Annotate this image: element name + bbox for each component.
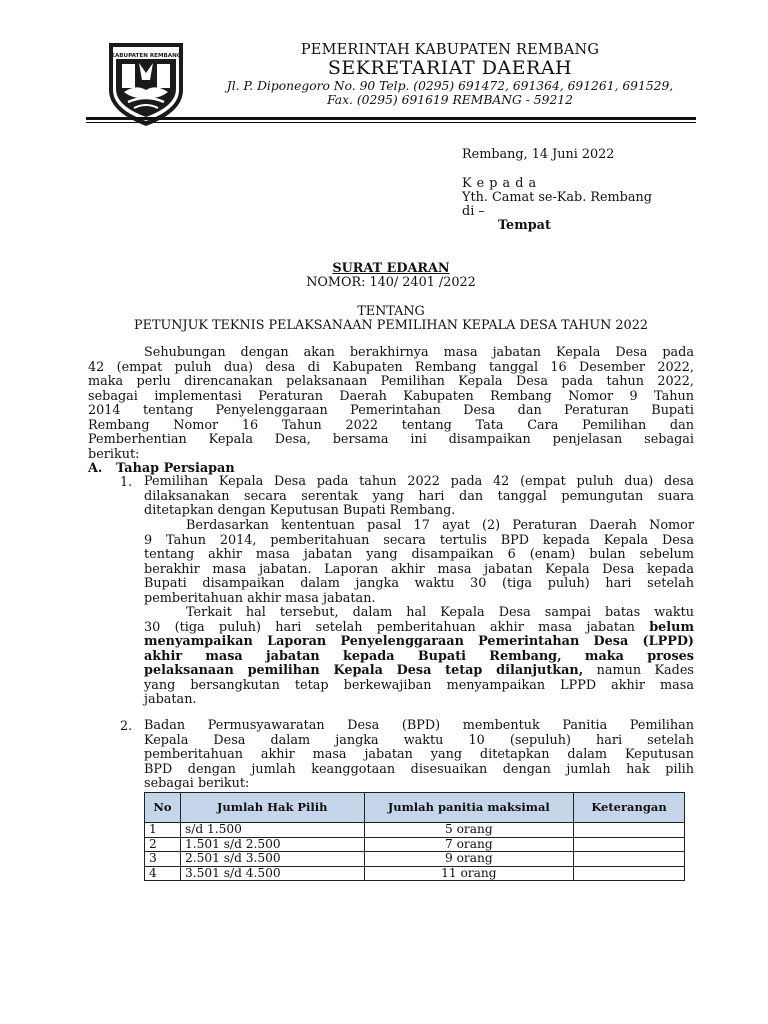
header-government: PEMERINTAH KABUPATEN REMBANG [300, 42, 600, 58]
cell-panitia: 7 orang [364, 837, 574, 852]
item-2-line: BPD dengan jumlah keanggotaan disesuaikan dengan jumlah hak pilih [144, 761, 694, 777]
cell-panitia: 9 orang [364, 852, 574, 867]
tentang-label: TENTANG [357, 304, 425, 319]
cell-no: 3 [145, 852, 181, 867]
intro-line: Sehubungan dengan akan berakhirnya masa jabatan Kepala Desa pada [144, 345, 694, 360]
section-a-label: A. [88, 461, 103, 476]
header-secretariat: SEKRETARIAT DAERAH [327, 57, 573, 79]
table-header-row [145, 793, 685, 823]
section-a-title: Tahap Persiapan [116, 461, 235, 476]
kepada-label: K e p a d a [462, 176, 537, 191]
item-1-line: dilaksanakan secara serentak yang hari dan tanggal pemungutan suara [144, 488, 694, 504]
logo-text: KABUPATEN REMBANG [110, 53, 182, 59]
item-1-line [144, 664, 694, 679]
cell-no: 4 [145, 866, 181, 881]
intro-line: 42 (empat puluh dua) desa di Kabupaten Rembang tanggal 16 Desember 2022, [88, 359, 694, 375]
item-1-number: 1. [120, 475, 133, 490]
cell-hak-pilih: 1.501 s/d 2.500 [180, 837, 364, 852]
cell-hak-pilih: 2.501 s/d 3.500 [180, 852, 364, 867]
item-2-paragraph [144, 719, 694, 792]
item-1-line [144, 621, 694, 636]
header-rule-thick [86, 117, 696, 120]
letter-title: SURAT EDARAN [332, 261, 450, 276]
table-row [145, 852, 685, 867]
table-row [145, 823, 685, 838]
item-1-line: pemberitahuan akhir masa jabatan. [144, 590, 376, 606]
intro-line: maka perlu direncanakan pelaksanaan Pemilihan Kepala Desa pada tahun 2022, [88, 374, 694, 389]
cell-keterangan [574, 866, 685, 881]
intro-line: Pemberhentian Kepala Desa, bersama ini disampaikan penjelasan sebagai [88, 432, 694, 447]
item-1-line: 9 Tahun 2014, pemberitahuan secara tertulis BPD kepada Kepala Desa [144, 532, 694, 548]
header-fax: Fax. (0295) 691619 REMBANG - 59212 [327, 93, 573, 107]
recipient-di: di – [462, 204, 485, 219]
item-1-bold-text: pelaksanaan pemilihan Kepala Desa tetap dilanjutkan, [144, 663, 584, 678]
intro-line: Rembang Nomor 16 Tahun 2022 tentang Tata Cara Pemilihan dan [88, 417, 694, 433]
committee-table [144, 792, 685, 881]
cell-no: 1 [145, 823, 181, 838]
recipient-place: Tempat [498, 218, 551, 233]
item-1-line: Berdasarkan kententuan pasal 17 ayat (2) Peraturan Daerah Nomor [186, 518, 694, 533]
header-panitia: Jumlah panitia maksimal [364, 793, 574, 823]
intro-paragraph [88, 346, 694, 462]
table-row [145, 837, 685, 852]
item-1-paragraph-3 [144, 606, 694, 708]
item-1-bold-line: akhir masa jabatan kepada Bupati Rembang, maka proses [144, 648, 694, 664]
item-2-number: 2. [120, 719, 133, 734]
header-rule-thin [86, 122, 696, 123]
intro-line: sebagai implementasi Peraturan Daerah Kabupaten Rembang Nomor 9 Tahun [88, 388, 694, 404]
cell-panitia: 5 orang [364, 823, 574, 838]
item-1-text: namun Kades [583, 663, 694, 678]
item-2-line: sebagai berikut: [144, 776, 250, 791]
item-1-line: Pemilihan Kepala Desa pada tahun 2022 pada 42 (empat puluh dua) desa [144, 474, 694, 489]
letter-subject: PETUNJUK TEKNIS PELAKSANAAN PEMILIHAN KEPALA DESA TAHUN 2022 [134, 318, 648, 333]
item-1-line: jabatan. [144, 692, 197, 707]
item-2-line: Badan Permusyawaratan Desa (BPD) membentuk Panitia Pemilihan [144, 718, 694, 733]
header-address: Jl. P. Diponegoro No. 90 Telp. (0295) 691472, 691364, 691261, 691529, [226, 79, 674, 93]
item-2-line: pemberitahuan akhir masa jabatan yang ditetapkan dalam Keputusan [144, 747, 694, 762]
item-1-line: Bupati disampaikan dalam jangka waktu 30 (tiga puluh) hari setelah [144, 576, 694, 591]
cell-keterangan [574, 823, 685, 838]
cell-panitia: 11 orang [364, 866, 574, 881]
table-row [145, 866, 685, 881]
recipient-name: Yth. Camat se-Kab. Rembang [462, 190, 652, 205]
item-1-line: Terkait hal tersebut, dalam hal Kepala Desa sampai batas waktu [186, 605, 694, 620]
item-1-line: ditetapkan dengan Keputusan Bupati Rembang. [144, 503, 456, 518]
item-1-line: tentang akhir masa jabatan yang disampaikan 6 (enam) bulan sebelum [144, 547, 694, 562]
cell-no: 2 [145, 837, 181, 852]
cell-hak-pilih: 3.501 s/d 4.500 [180, 866, 364, 881]
item-1-line: berakhir masa jabatan. Laporan akhir masa jabatan Kepala Desa kepada [144, 561, 694, 577]
intro-line: 2014 tentang Penyelenggaraan Pemerintahan Desa dan Peraturan Bupati [88, 403, 694, 418]
letter-date: Rembang, 14 Juni 2022 [462, 147, 615, 162]
cell-keterangan [574, 837, 685, 852]
cell-keterangan [574, 852, 685, 867]
header-keterangan: Keterangan [574, 793, 685, 823]
intro-line: berikut: [88, 446, 140, 462]
item-1-bold-line: menyampaikan Laporan Penyelenggaraan Pemerintahan Desa (LPPD) [144, 634, 694, 649]
item-1-line: yang bersangkutan tetap berkewajiban menyampaikan LPPD akhir masa [144, 677, 694, 693]
header-hak-pilih: Jumlah Hak Pilih [180, 793, 364, 823]
item-2-line: Kepala Desa dalam jangka waktu 10 (sepuluh) hari setelah [144, 732, 694, 748]
item-1-paragraph-2 [144, 519, 694, 606]
item-1-text: 30 (tiga puluh) hari setelah pemberitahuan akhir masa jabatan [144, 619, 635, 635]
item-1-paragraph-1 [144, 475, 694, 519]
letter-number: NOMOR: 140/ 2401 /2022 [306, 275, 476, 290]
regency-emblem-logo [106, 40, 186, 128]
header-no: No [145, 793, 181, 823]
item-1-bold-text: belum [649, 619, 694, 635]
cell-hak-pilih: s/d 1.500 [180, 823, 364, 838]
